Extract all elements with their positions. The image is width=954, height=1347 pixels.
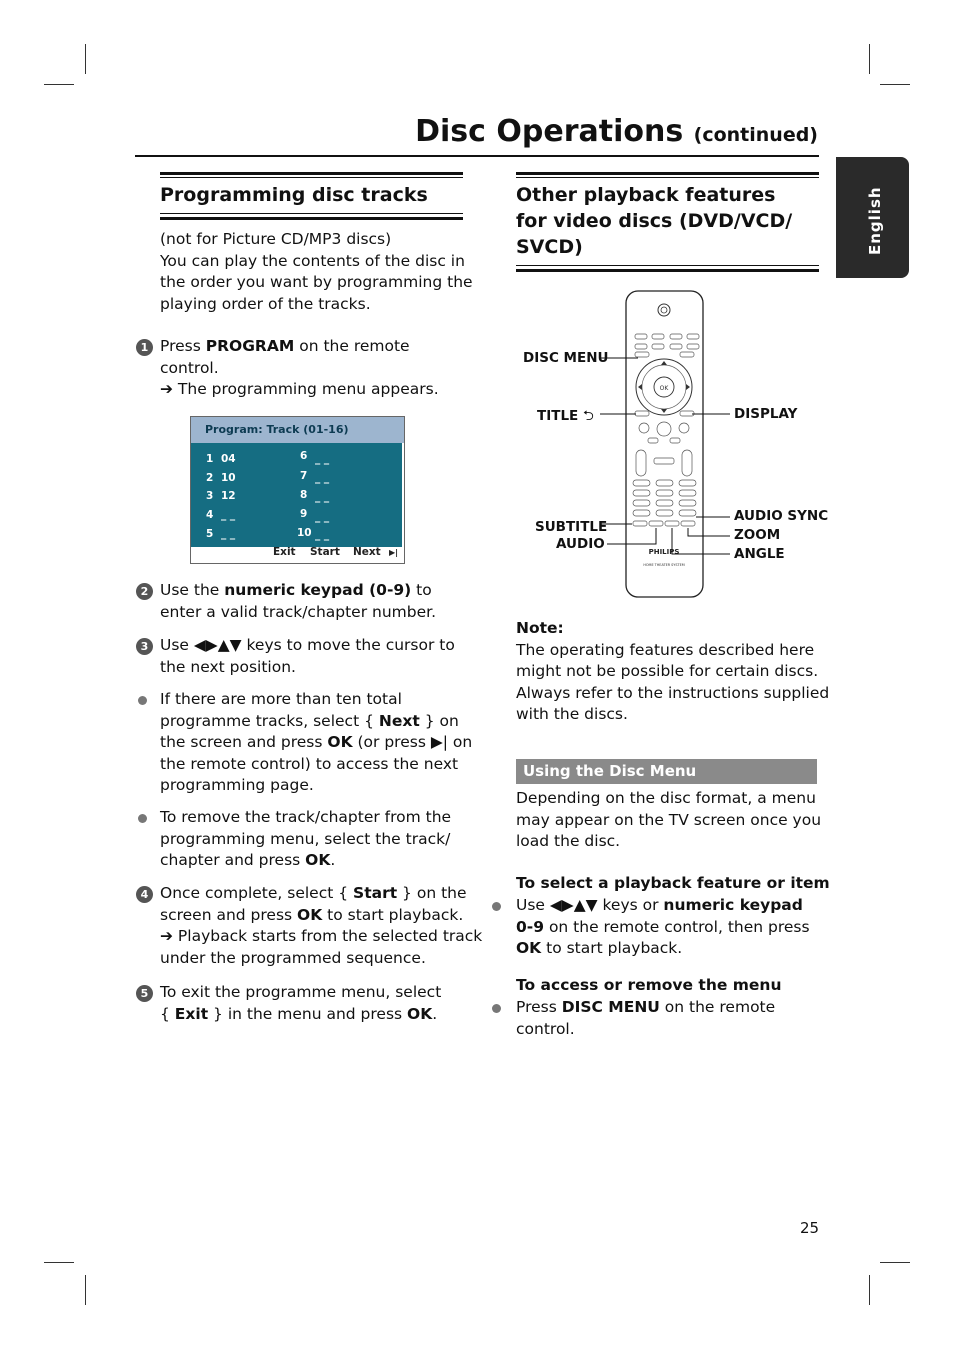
section-rule	[160, 213, 463, 214]
bullet-dot	[138, 696, 147, 705]
slot-value: _ _	[221, 509, 236, 521]
select-feature-text: Use ◀▶▲▼ keys or numeric keypad 0-9 on the remote control, then press OK to start playback.	[516, 896, 810, 957]
remote-label-title: TITLE ⮌	[537, 408, 594, 424]
section-rule	[516, 269, 819, 272]
system-label: HOME THEATER SYSTEM	[643, 563, 685, 567]
step-number: 5	[136, 985, 153, 1002]
slot-number: 8	[300, 489, 308, 501]
section-rule	[160, 177, 463, 178]
crop-mark	[44, 84, 74, 85]
step-1-text: Press PROGRAM on the remote control. ➔ The programming menu appears.	[160, 337, 439, 398]
access-menu-heading: To access or remove the menu	[516, 976, 782, 994]
select-feature-heading: To select a playback feature or item	[516, 874, 830, 892]
bullet-dot	[492, 902, 501, 911]
slot-number: 3	[206, 490, 214, 502]
remote-label-zoom: ZOOM	[734, 527, 781, 543]
crop-mark	[85, 1275, 86, 1305]
remote-label-subtitle: SUBTITLE	[535, 519, 608, 535]
disc-menu-intro: Depending on the disc format, a menu may appear on the TV screen once you load the disc.	[516, 789, 822, 850]
program-exit-option: Exit	[273, 546, 296, 558]
program-menu-title: Program: Track (01-16)	[205, 423, 349, 436]
slot-number: 1	[206, 453, 214, 465]
crop-mark	[44, 1262, 74, 1263]
slot-value: 10	[221, 472, 236, 484]
remote-label-display: DISPLAY	[734, 406, 798, 422]
language-tab-label: English	[866, 186, 884, 255]
ok-key-label: OK	[659, 385, 669, 392]
brand-logo: PHILIPS	[648, 548, 680, 556]
header-rule	[135, 155, 819, 157]
step-number: 2	[136, 583, 153, 600]
subsection-heading-disc-menu	[516, 759, 817, 784]
slot-number: 7	[300, 470, 308, 482]
intro-line: You can play the contents of the disc in	[160, 251, 465, 270]
intro-line: playing order of the tracks.	[160, 294, 371, 313]
program-menu-title-bar	[191, 417, 404, 443]
step-3-text: Use ◀▶▲▼ keys to move the cursor to the next position.	[160, 636, 455, 676]
slot-number: 4	[206, 509, 214, 521]
section-rule	[160, 172, 463, 175]
slot-value: _ _	[315, 491, 330, 503]
slot-value: _ _	[315, 511, 330, 523]
page-number: 25	[800, 1219, 820, 1237]
intro-paragraph	[160, 229, 473, 315]
section-rule	[516, 265, 819, 266]
remote-label-disc-menu: DISC MENU	[523, 350, 609, 366]
remote-label-audio: AUDIO	[556, 536, 605, 552]
slot-value: _ _	[221, 528, 236, 540]
subsection-heading-text: Using the Disc Menu	[523, 762, 697, 780]
page-title	[415, 114, 818, 149]
intro-line: the order you want by programming the	[160, 273, 473, 291]
slot-value: _ _	[315, 529, 330, 541]
slot-value: 12	[221, 490, 236, 502]
slot-number: 9	[300, 508, 308, 520]
page-title-text: Disc Operations	[415, 114, 684, 149]
return-arrow-icon: ⮌	[582, 408, 594, 424]
program-menu-screen	[190, 416, 405, 564]
section-heading-playback-features: Other playback features for video discs (DVD/VCD/ SVCD)	[516, 184, 793, 258]
intro-line: (not for Picture CD/MP3 discs)	[160, 230, 392, 248]
remote-label-audio-sync: AUDIO SYNC	[734, 508, 829, 524]
slot-value: _ _	[315, 472, 330, 484]
remote-control-illustration	[600, 288, 730, 600]
next-arrow-icon: ▶|	[389, 548, 399, 557]
language-tab	[836, 157, 909, 278]
step-number: 3	[136, 638, 153, 655]
note-block: Note: The operating features described here might not be possible for certain discs. Always refer to the instructions supplied with the discs.	[516, 619, 830, 723]
slot-number: 5	[206, 528, 214, 540]
section-rule	[516, 172, 819, 175]
slot-number: 6	[300, 450, 308, 462]
crop-mark	[880, 84, 910, 85]
slot-value: 04	[221, 453, 236, 465]
section-heading-programming: Programming disc tracks	[160, 184, 428, 206]
access-menu-text: Press DISC MENU on the remote control.	[516, 998, 776, 1038]
note-title: Note:	[516, 619, 564, 637]
bullet-dot	[492, 1004, 501, 1013]
step-number: 1	[136, 339, 153, 356]
remote-label-angle: ANGLE	[734, 546, 785, 562]
bullet-dot	[138, 814, 147, 823]
step-4-text: Once complete, select { Start } on the screen and press OK to start playback. ➔ Playback starts from the selected track under the programmed sequence.	[160, 884, 483, 967]
slot-number: 10	[297, 527, 312, 539]
section-rule	[160, 217, 463, 220]
page-title-continued: (continued)	[693, 124, 818, 146]
section-rule	[516, 177, 819, 178]
crop-mark	[880, 1262, 910, 1263]
step-2-text: Use the numeric keypad (0-9) to enter a valid track/chapter number.	[160, 581, 437, 621]
bullet-remove-track: To remove the track/chapter from the programming menu, select the track/ chapter and press OK.	[160, 808, 452, 869]
step-number: 4	[136, 886, 153, 903]
slot-number: 2	[206, 472, 214, 484]
crop-mark	[85, 44, 86, 74]
program-start-option: Start	[310, 546, 340, 558]
crop-mark	[869, 1275, 870, 1305]
slot-value: _ _	[315, 453, 330, 465]
crop-mark	[869, 44, 870, 74]
step-5-text: To exit the programme menu, select { Exit } in the menu and press OK.	[160, 983, 442, 1023]
program-next-option: Next	[353, 546, 381, 558]
bullet-next-page: If there are more than ten total programme tracks, select { Next } on the screen and press OK (or press ▶| on the remote control) to access the next programming page.	[160, 690, 473, 794]
